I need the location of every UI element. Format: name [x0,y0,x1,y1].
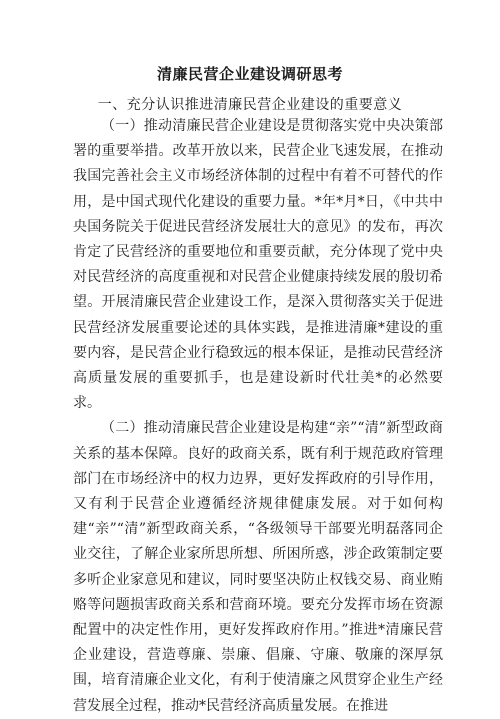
document-title: 清廉民营企业建设调研思考 [156,65,343,83]
section-heading: 一、充分认识推进清廉民营企业建设的重要意义 [97,97,403,113]
paragraph-2: （二）推动清廉民营企业建设是构建“亲”“清”新型政商关系的基本保障。良好的政商关系，既有利于规范政府管理部门在市场经济中的权力边界，更好发挥政府的引导作用，又有利于民营企业遵循经济规律健康发展。对于如何构建“亲”“清”新型政商关系，“各级领导干部要光明磊落同企业交往，了解企业家所思所想、所困所惑，涉企政策制定要多听企业家意见和建议，同时要坚决防止权钱交易、商业贿赂等问题损害政商关系和营商环境。要充分发挥市场在资源配置中的决定性作用，更好发挥政府作用。”推进*清廉民营企业建设，营造尊廉、崇廉、倡廉、守廉、敬廉的深厚氛围，培育清廉企业文化，有利于使清廉之风贯穿企业生产经营发展全过程，推动*民营经济高质量发展。在推进 [73,420,443,714]
document-body [73,114,443,719]
paragraph-1: （一）推动清廉民营企业建设是贯彻落实党中央决策部署的重要举措。改革开放以来，民营企业飞速发展，在推动我国完善社会主义市场经济体制的过程中有着不可替代的作用，是中国式现代化建设的重要力量。*年*月*日，《中共中央国务院关于促进民营经济发展壮大的意见》的发布，再次肯定了民营经济的重要地位和重要贡献，充分体现了党中央对民营经济的高度重视和对民营企业健康持续发展的殷切希望。开展清廉民营企业建设工作，是深入贯彻落实关于促进民营经济发展重要论述的具体实践，是推进清廉*建设的重要内容，是民营企业行稳致远的根本保证，是推动民营经济高质量发展的重要抓手，也是建设新时代壮美*的必然要求。 [73,118,443,412]
